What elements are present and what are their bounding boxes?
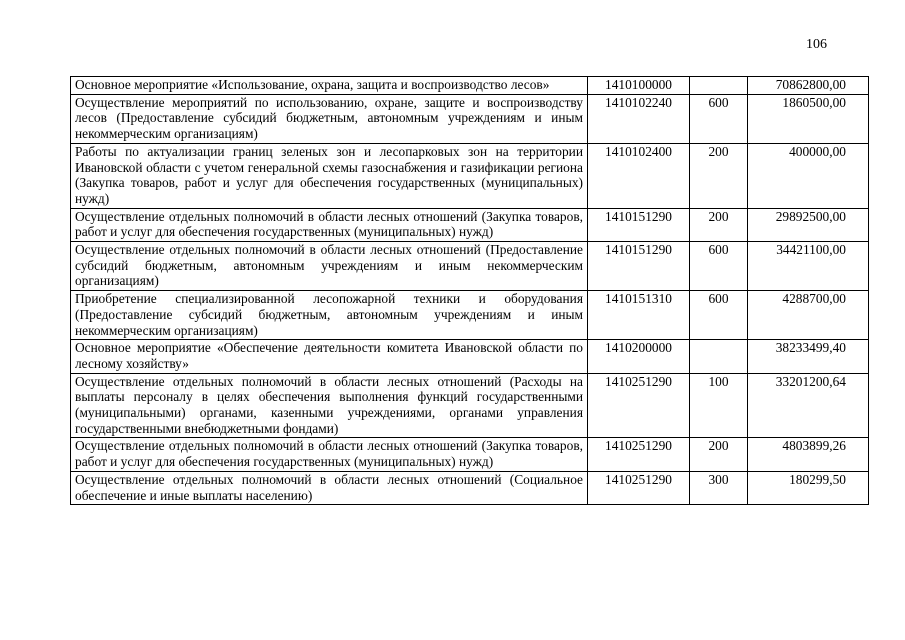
row-code: 1410151290 [588,208,690,241]
table-row [71,438,869,471]
row-name: Осуществление отдельных полномочий в области лесных отношений (Предоставление субсидий бюджетным, автономным учреждениям и иным некоммерческим организациям) [71,242,588,291]
row-name: Приобретение специализированной лесопожарной техники и оборудования (Предоставление субсидий бюджетным, автономным учреждениям и иным некоммерческим организациям) [71,291,588,340]
table-row [71,291,869,340]
row-kind [690,77,748,95]
row-amount: 4288700,00 [748,291,869,340]
row-kind: 200 [690,208,748,241]
row-code: 1410251290 [588,438,690,471]
page-number: 106 [806,37,827,52]
row-kind: 100 [690,373,748,438]
row-amount: 29892500,00 [748,208,869,241]
row-amount: 70862800,00 [748,77,869,95]
row-name: Основное мероприятие «Обеспечение деятельности комитета Ивановской области по лесному хозяйству» [71,340,588,373]
row-kind: 600 [690,94,748,143]
row-code: 1410251290 [588,471,690,504]
table-row [71,471,869,504]
row-code: 1410200000 [588,340,690,373]
row-name: Основное мероприятие «Использование, охрана, защита и воспроизводство лесов» [71,77,588,95]
table-row [71,94,869,143]
row-kind: 200 [690,143,748,208]
row-code: 1410102240 [588,94,690,143]
table-row [71,143,869,208]
row-kind: 600 [690,242,748,291]
row-name: Осуществление отдельных полномочий в области лесных отношений (Закупка товаров, работ и услуг для обеспечения государственных (муниципальных) нужд) [71,438,588,471]
row-name: Осуществление отдельных полномочий в области лесных отношений (Закупка товаров, работ и услуг для обеспечения государственных (муниципальных) нужд) [71,208,588,241]
row-kind: 600 [690,291,748,340]
row-name: Осуществление отдельных полномочий в области лесных отношений (Расходы на выплаты персоналу в целях обеспечения выполнения функций государственными (муниципальными) органами, казенными учреждениями, органами управления государственными внебюджетными фондами) [71,373,588,438]
row-amount: 1860500,00 [748,94,869,143]
row-code: 1410151310 [588,291,690,340]
row-code: 1410151290 [588,242,690,291]
row-name: Осуществление мероприятий по использованию, охране, защите и воспроизводству лесов (Предоставление субсидий бюджетным, автономным учреждениям и иным некоммерческим организациям) [71,94,588,143]
row-amount: 38233499,40 [748,340,869,373]
table-row [71,340,869,373]
row-code: 1410100000 [588,77,690,95]
row-amount: 33201200,64 [748,373,869,438]
row-kind [690,340,748,373]
row-code: 1410251290 [588,373,690,438]
row-kind: 200 [690,438,748,471]
table-row [71,77,869,95]
table-row [71,208,869,241]
table-row [71,373,869,438]
row-kind: 300 [690,471,748,504]
row-amount: 4803899,26 [748,438,869,471]
row-amount: 34421100,00 [748,242,869,291]
table-row [71,242,869,291]
row-amount: 400000,00 [748,143,869,208]
row-name: Осуществление отдельных полномочий в области лесных отношений (Социальное обеспечение и иные выплаты населению) [71,471,588,504]
budget-table [70,76,869,505]
row-name: Работы по актуализации границ зеленых зон и лесопарковых зон на территории Ивановской области с учетом генеральной схемы газоснабжения и газификации региона (Закупка товаров, работ и услуг для обеспечения государственных (муниципальных) нужд) [71,143,588,208]
row-amount: 180299,50 [748,471,869,504]
row-code: 1410102400 [588,143,690,208]
